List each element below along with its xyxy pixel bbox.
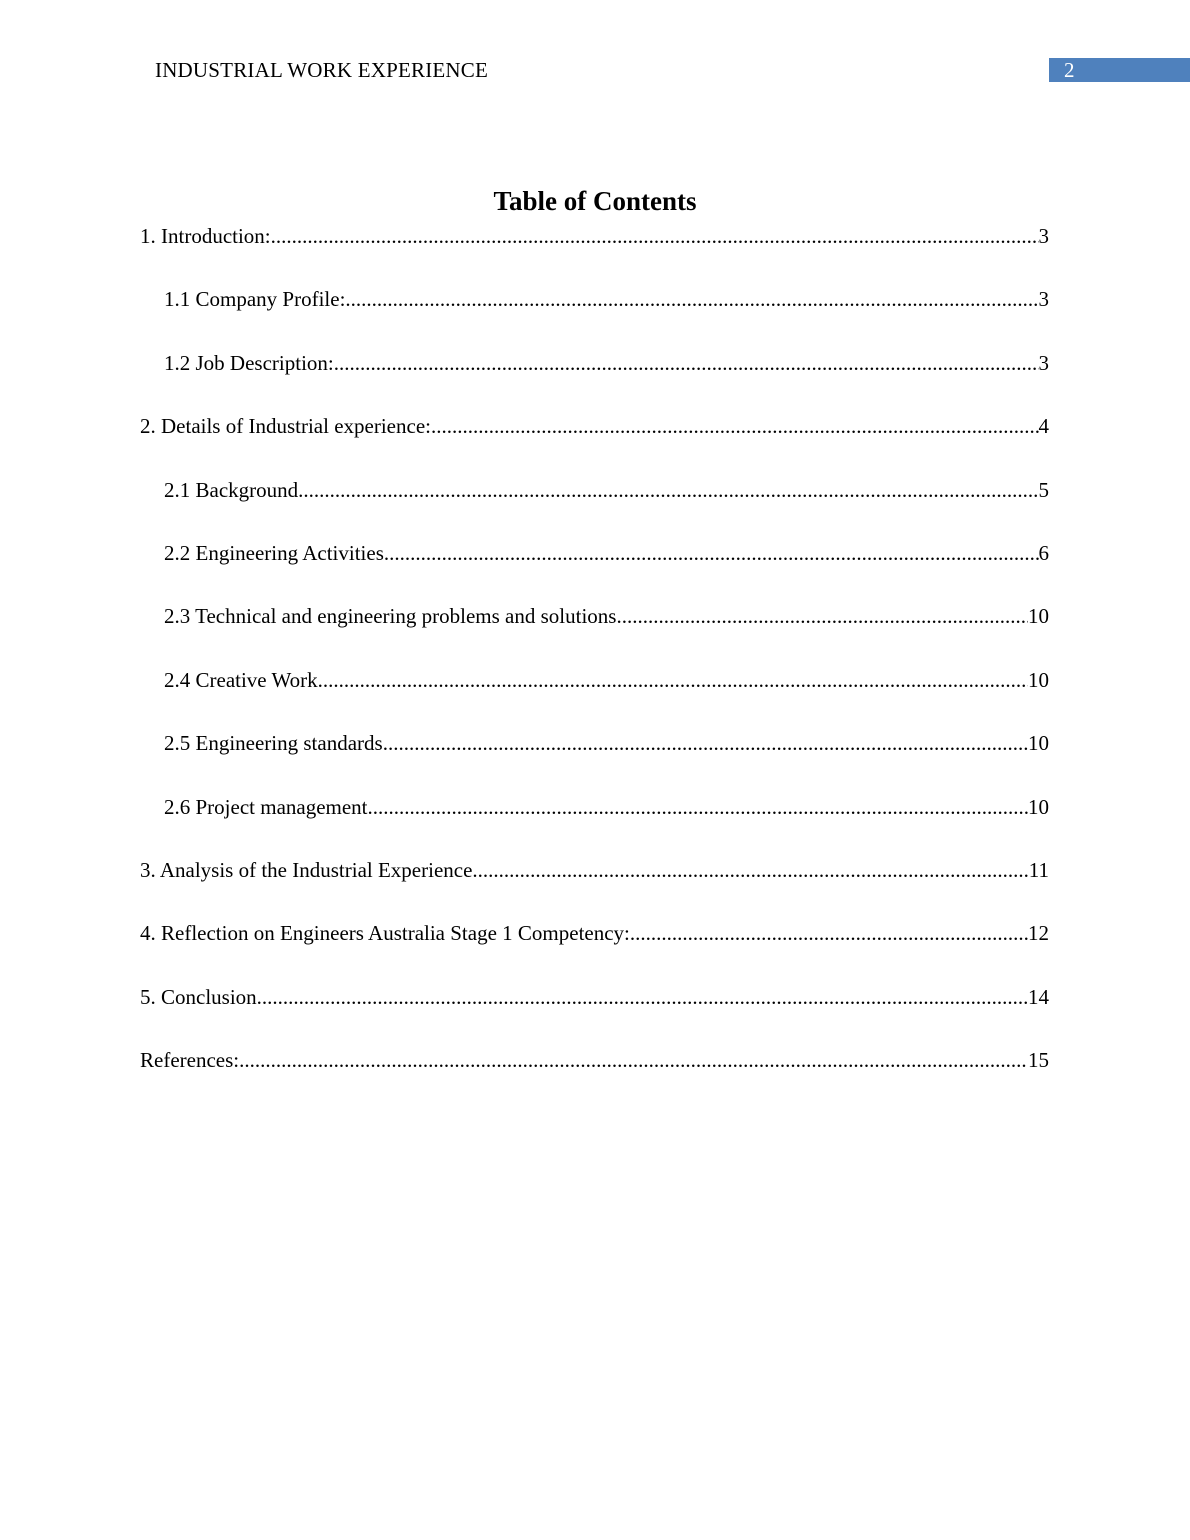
toc-entry-label: 2.5 Engineering standards xyxy=(164,731,383,756)
toc-entry-page: 10 xyxy=(1028,731,1049,756)
toc-entry-label: 2.1 Background xyxy=(164,477,299,502)
toc-entry-references[interactable] xyxy=(140,1046,1049,1109)
toc-entry-page: 3 xyxy=(1038,287,1049,312)
toc-entry-conclusion[interactable] xyxy=(140,983,1049,1046)
toc-entry-label: 2.4 Creative Work xyxy=(164,667,318,692)
toc-dot-leader xyxy=(384,539,1039,567)
toc-entry-label: 5. Conclusion xyxy=(140,984,257,1009)
toc-entry-label: 2.2 Engineering Activities xyxy=(164,540,384,565)
toc-entry-background[interactable] xyxy=(140,476,1049,539)
toc-dot-leader xyxy=(271,222,1039,250)
table-of-contents xyxy=(140,222,1049,1109)
toc-entry-page: 15 xyxy=(1028,1048,1049,1073)
toc-entry-reflection[interactable] xyxy=(140,919,1049,982)
toc-dot-leader xyxy=(239,1046,1028,1074)
toc-dot-leader xyxy=(334,349,1039,377)
toc-title: Table of Contents xyxy=(493,186,697,216)
toc-dot-leader xyxy=(431,412,1039,440)
toc-dot-leader xyxy=(345,285,1038,313)
toc-entry-label: References: xyxy=(140,1048,240,1073)
toc-entry-page: 3 xyxy=(1038,350,1049,375)
toc-entry-engineering-standards[interactable] xyxy=(140,729,1049,792)
toc-dot-leader xyxy=(630,919,1028,947)
toc-entry-page: 10 xyxy=(1028,794,1049,819)
toc-entry-technical-problems[interactable] xyxy=(140,602,1049,665)
toc-entry-creative-work[interactable] xyxy=(140,666,1049,729)
page-number: 2 xyxy=(1064,58,1075,82)
toc-entry-details-industrial-experience[interactable] xyxy=(140,412,1049,475)
toc-dot-leader xyxy=(368,793,1028,821)
toc-entry-label: 3. Analysis of the Industrial Experience xyxy=(140,857,473,882)
toc-entry-engineering-activities[interactable] xyxy=(140,539,1049,602)
page-number-box xyxy=(1049,58,1190,82)
toc-entry-label: 1.1 Company Profile: xyxy=(164,287,346,312)
toc-entry-label: 1.2 Job Description: xyxy=(164,350,334,375)
toc-dot-leader xyxy=(472,856,1028,884)
toc-entry-page: 14 xyxy=(1028,984,1049,1009)
toc-entry-page: 4 xyxy=(1038,414,1049,439)
toc-dot-leader xyxy=(257,983,1028,1011)
toc-entry-company-profile[interactable] xyxy=(140,285,1049,348)
toc-entry-label: 2. Details of Industrial experience: xyxy=(140,414,431,439)
toc-entry-label: 2.6 Project management xyxy=(164,794,368,819)
toc-entry-label: 2.3 Technical and engineering problems and solutions xyxy=(164,604,617,629)
toc-entry-label: 4. Reflection on Engineers Australia Stage 1 Competency: xyxy=(140,921,630,946)
toc-dot-leader xyxy=(616,602,1028,630)
toc-entry-page: 6 xyxy=(1038,540,1049,565)
toc-dot-leader xyxy=(318,666,1028,694)
toc-entry-page: 10 xyxy=(1028,604,1049,629)
toc-entry-analysis[interactable] xyxy=(140,856,1049,919)
toc-entry-introduction[interactable] xyxy=(140,222,1049,285)
toc-entry-page: 10 xyxy=(1028,667,1049,692)
toc-entry-page: 12 xyxy=(1028,921,1049,946)
toc-dot-leader xyxy=(298,476,1038,504)
toc-entry-page: 11 xyxy=(1028,857,1049,882)
toc-entry-label: 1. Introduction: xyxy=(140,224,271,248)
running-head: INDUSTRIAL WORK EXPERIENCE xyxy=(155,58,489,82)
toc-entry-page: 5 xyxy=(1038,477,1049,502)
toc-dot-leader xyxy=(383,729,1028,757)
toc-entry-project-management[interactable] xyxy=(140,793,1049,856)
toc-entry-job-description[interactable] xyxy=(140,349,1049,412)
toc-entry-page: 3 xyxy=(1038,224,1049,248)
